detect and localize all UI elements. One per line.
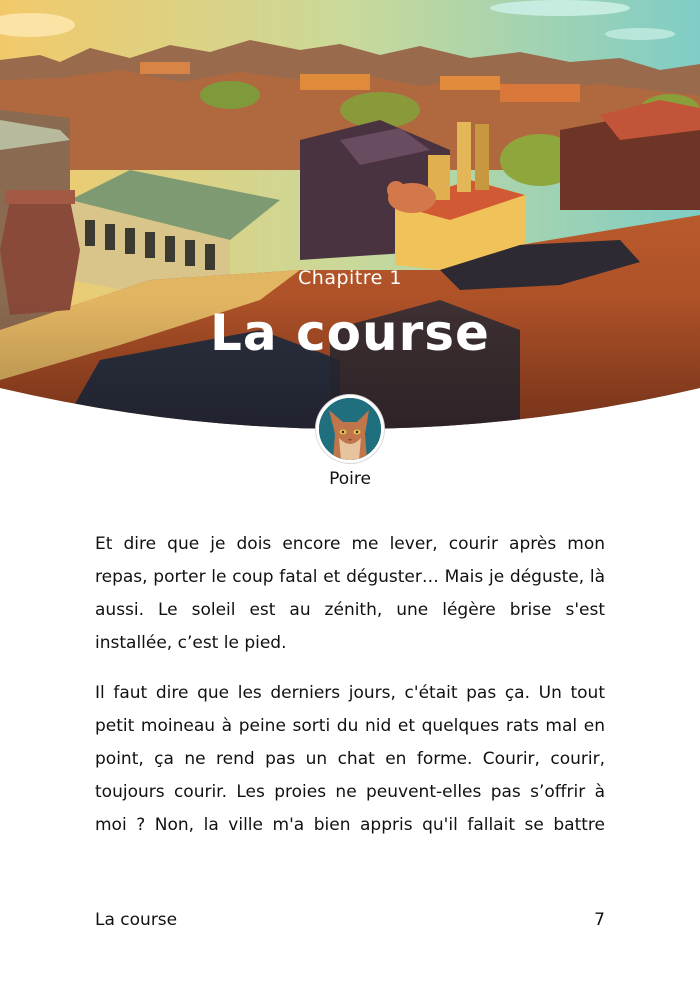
running-title: La course xyxy=(95,910,178,930)
chapter-body xyxy=(95,528,605,859)
chapter-label: Chapitre 1 xyxy=(298,267,402,289)
cat-portrait-icon xyxy=(319,398,381,460)
chapter-header-illustration xyxy=(0,0,700,430)
page-number: 7 xyxy=(594,910,605,930)
rooftops-illustration xyxy=(0,0,700,430)
author-name: Poire xyxy=(329,469,371,489)
author-avatar[interactable] xyxy=(316,395,384,463)
chapter-title: La course xyxy=(210,304,490,362)
paragraph: Il faut dire que les derniers jours, c'était pas ça. Un tout petit moineau à peine sorti du nid et quelques rats mal en point, ça ne rend pas un chat en forme. Courir, courir, toujours courir. Les proies ne peuvent-elles pas s’offrir à moi ? Non, la ville m'a bien appris qu'il fallait se battre xyxy=(95,683,605,835)
paragraph: Et dire que je dois encore me lever, courir après mon repas, porter le coup fatal et déguster… Mais je déguste, là aussi. Le soleil est au zénith, une légère brise s'est installée, c’est le pied. xyxy=(95,534,605,653)
